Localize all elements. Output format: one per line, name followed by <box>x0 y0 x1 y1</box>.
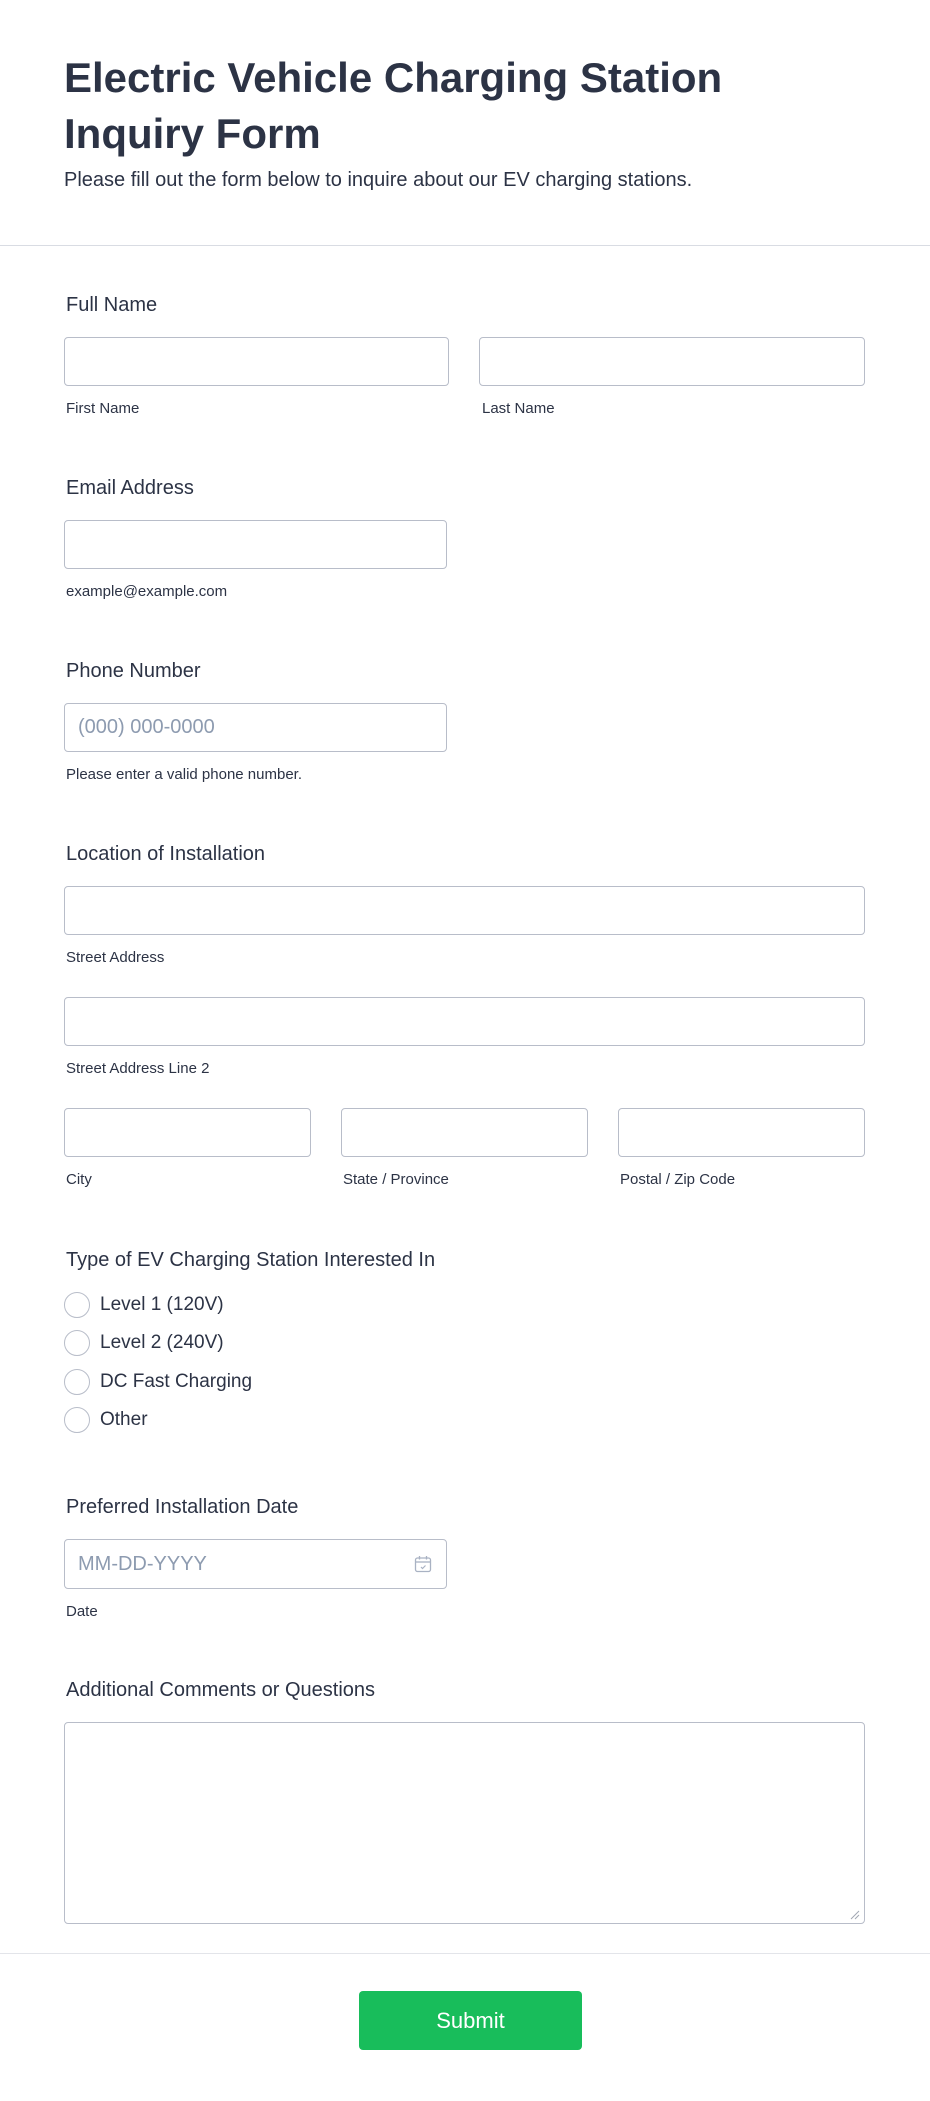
state-sublabel: State / Province <box>343 1171 449 1188</box>
email-label: Email Address <box>66 477 194 499</box>
radio-option-dc-fast[interactable] <box>64 1369 252 1395</box>
last-name-sublabel: Last Name <box>482 400 555 417</box>
install-date-label: Preferred Installation Date <box>66 1496 299 1518</box>
footer-divider <box>0 1953 930 1954</box>
city-input[interactable] <box>64 1108 311 1157</box>
radio-button[interactable] <box>64 1407 90 1433</box>
email-sublabel: example@example.com <box>66 583 228 600</box>
radio-label: Level 1 (120V) <box>100 1294 224 1315</box>
phone-sublabel: Please enter a valid phone number. <box>66 766 302 783</box>
location-label: Location of Installation <box>66 843 266 865</box>
full-name-label: Full Name <box>66 294 158 316</box>
phone-input[interactable] <box>64 703 447 752</box>
date-sublabel: Date <box>66 1603 98 1620</box>
last-name-input[interactable] <box>479 337 865 386</box>
radio-option-other[interactable] <box>64 1407 148 1433</box>
comments-textarea[interactable] <box>64 1722 865 1924</box>
street-address-sublabel: Street Address <box>66 949 165 966</box>
resize-grip-icon[interactable] <box>849 1909 860 1920</box>
form-subtitle: Please fill out the form below to inquire about our EV charging stations. <box>64 169 693 191</box>
zip-sublabel: Postal / Zip Code <box>620 1171 736 1188</box>
zip-input[interactable] <box>618 1108 865 1157</box>
first-name-input[interactable] <box>64 337 449 386</box>
street-address-input[interactable] <box>64 886 865 935</box>
phone-label: Phone Number <box>66 660 201 682</box>
form-title: Electric Vehicle Charging Station Inquiry Form <box>64 54 723 157</box>
comments-label: Additional Comments or Questions <box>66 1679 376 1701</box>
calendar-icon[interactable] <box>414 1555 432 1573</box>
date-field[interactable] <box>64 1539 447 1589</box>
radio-label: Other <box>100 1409 148 1430</box>
radio-option-level-1[interactable] <box>64 1292 224 1318</box>
radio-label: DC Fast Charging <box>100 1371 253 1392</box>
first-name-sublabel: First Name <box>66 400 140 417</box>
radio-button[interactable] <box>64 1369 90 1395</box>
street-address-line2-input[interactable] <box>64 997 865 1046</box>
radio-button[interactable] <box>64 1292 90 1318</box>
radio-option-level-2[interactable] <box>64 1330 224 1356</box>
submit-button[interactable]: Submit <box>359 1991 582 2050</box>
station-type-label: Type of EV Charging Station Interested In <box>66 1249 436 1271</box>
date-input[interactable] <box>65 1540 385 1588</box>
radio-button[interactable] <box>64 1330 90 1356</box>
form-header <box>0 0 930 246</box>
city-sublabel: City <box>66 1171 92 1188</box>
street-address-line2-sublabel: Street Address Line 2 <box>66 1060 210 1077</box>
state-input[interactable] <box>341 1108 588 1157</box>
email-input[interactable] <box>64 520 447 569</box>
radio-label: Level 2 (240V) <box>100 1332 224 1353</box>
